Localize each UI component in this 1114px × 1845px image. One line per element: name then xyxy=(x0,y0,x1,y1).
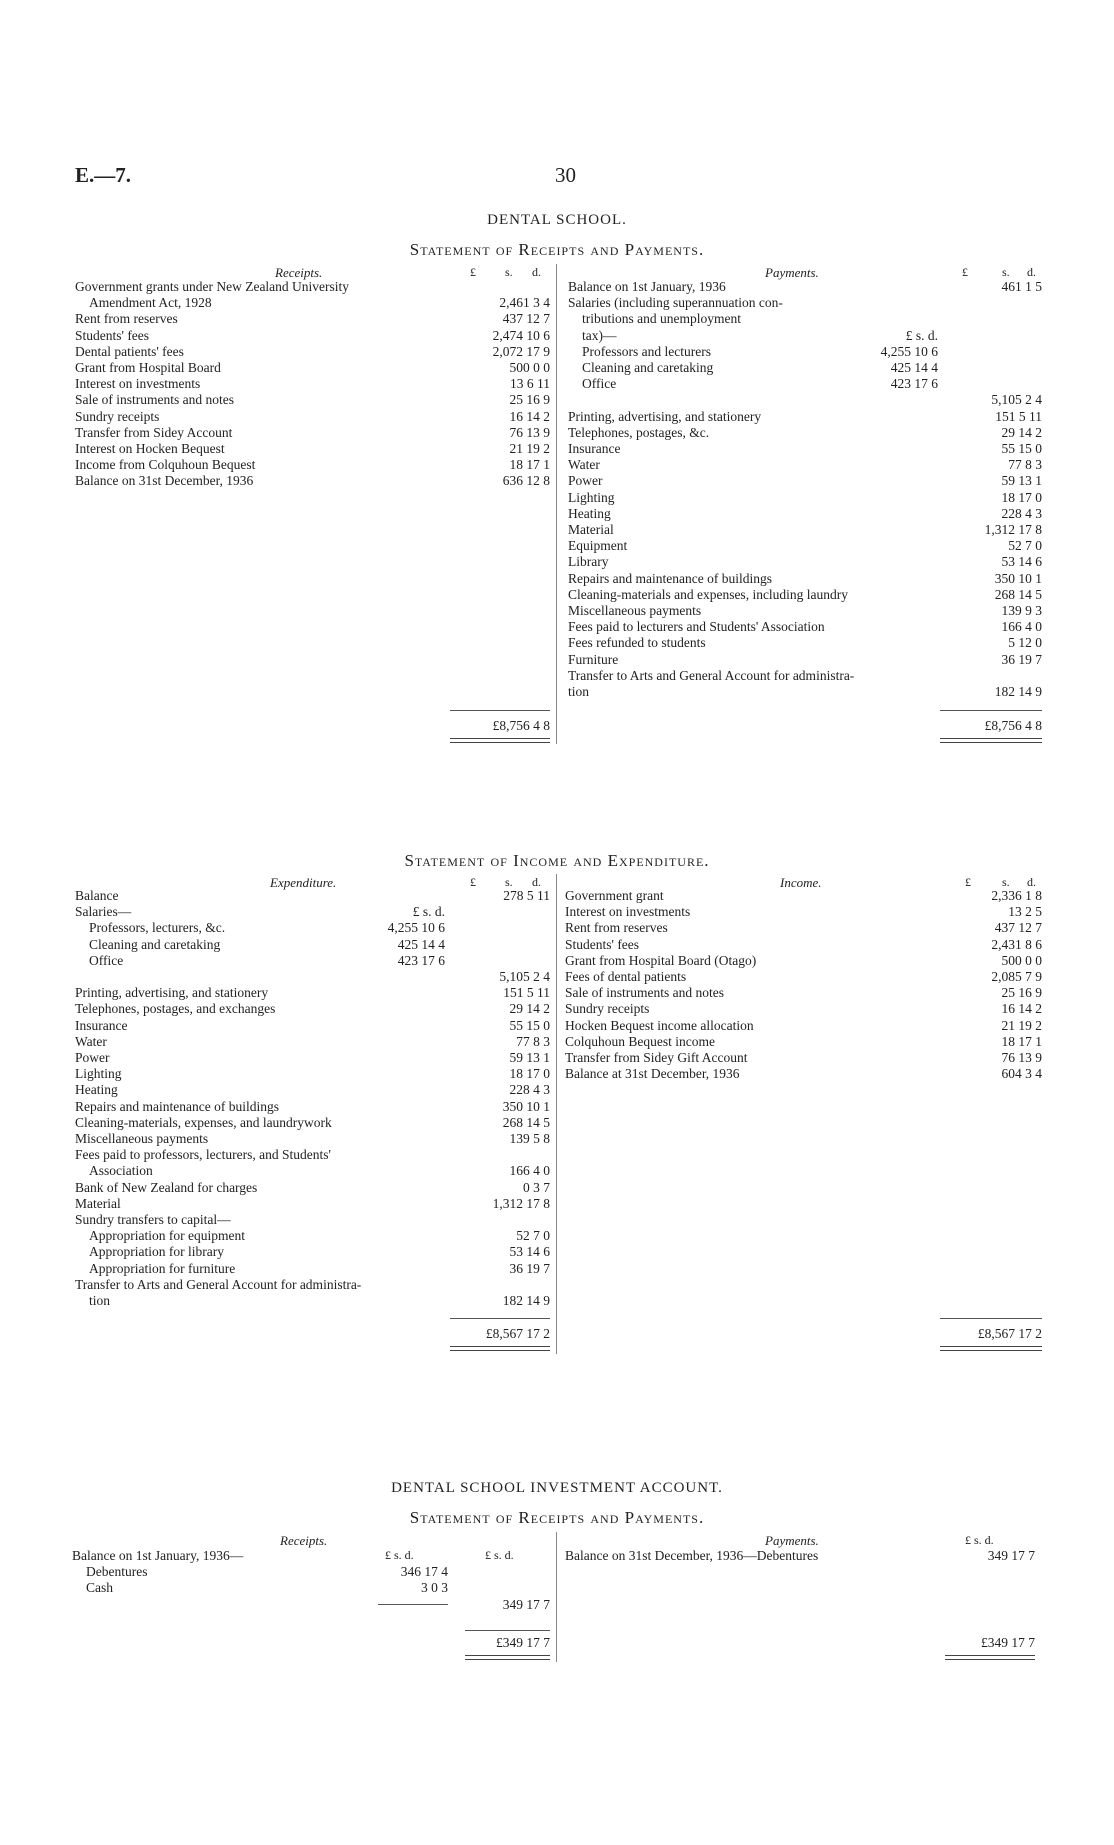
row-label: tion xyxy=(568,684,590,699)
row-amount: 228 4 3 xyxy=(1001,505,1042,521)
row-label: Appropriation for library xyxy=(89,1244,224,1260)
row-label: Students' fees xyxy=(565,936,640,952)
row-label: Rent from reserves xyxy=(75,311,178,327)
row-label: Balance on 31st December, 1936 xyxy=(75,473,254,489)
total-rule xyxy=(465,1630,550,1631)
row-label: Fees of dental patients xyxy=(565,969,687,984)
total-rule xyxy=(940,1318,1042,1319)
row-amount: 0 3 7 xyxy=(523,1179,550,1195)
row-amount: 5 12 0 xyxy=(1008,635,1042,651)
row-amount: 268 14 5 xyxy=(502,1114,550,1130)
column-divider xyxy=(556,264,557,744)
section1-subtitle: Statement of Receipts and Payments. xyxy=(409,240,705,259)
row-amount: 166 4 0 xyxy=(1001,619,1042,635)
row-amount: 636 12 8 xyxy=(502,473,550,489)
row-label: tributions and unemployment xyxy=(582,311,741,327)
receipts-heading: Receipts. xyxy=(280,1533,328,1548)
unit-pence: d. xyxy=(1027,875,1036,889)
row-subamount: 423 17 6 xyxy=(890,376,938,392)
row-amount: 228 4 3 xyxy=(509,1082,550,1098)
row-amount: 278 5 11 xyxy=(503,888,550,903)
row-amount: 350 10 1 xyxy=(502,1098,550,1114)
double-rule xyxy=(940,1346,1042,1351)
units: £ s. d. xyxy=(965,1533,994,1547)
row-subamount: 346 17 4 xyxy=(400,1564,448,1580)
row-subamount: £ s. d. xyxy=(412,904,445,920)
row-label: Cleaning-materials and expenses, including laundry xyxy=(568,586,849,602)
receipts-total: £8,756 4 8 xyxy=(492,718,550,733)
row-label: Transfer from Sidey Gift Account xyxy=(565,1050,748,1065)
row-amount: 139 5 8 xyxy=(509,1131,550,1146)
row-label: Miscellaneous payments xyxy=(568,603,702,618)
row-label: Salaries (including superannuation con- xyxy=(568,295,783,311)
row-amount: 21 19 2 xyxy=(1001,1017,1042,1033)
row-amount: 16 14 2 xyxy=(509,408,550,424)
column-divider xyxy=(556,874,557,1354)
row-label: Printing, advertising, and stationery xyxy=(75,985,269,1001)
row-label: Office xyxy=(89,952,124,968)
row-amount: 76 13 9 xyxy=(1001,1050,1042,1065)
row-label: Association xyxy=(89,1163,153,1179)
receipts-heading: Receipts. xyxy=(275,265,323,280)
row-amount: 437 12 7 xyxy=(502,311,550,327)
double-rule xyxy=(450,738,550,743)
row-amount: 5,105 2 4 xyxy=(991,392,1042,408)
row-label: Balance on 1st January, 1936— xyxy=(72,1548,244,1563)
row-amount: 437 12 7 xyxy=(994,920,1042,936)
row-label: Balance on 1st January, 1936 xyxy=(568,279,726,294)
unit-shillings: s. xyxy=(505,265,513,279)
row-label: Sundry receipts xyxy=(565,1001,650,1017)
row-amount: 59 13 1 xyxy=(509,1050,550,1065)
row-label: Appropriation for equipment xyxy=(89,1228,245,1244)
row-label: Transfer to Arts and General Account for administra- xyxy=(568,667,855,683)
row-amount: 55 15 0 xyxy=(509,1017,550,1033)
double-rule xyxy=(450,1346,550,1351)
unit-pounds: £ xyxy=(470,265,476,279)
row-amount: 139 9 3 xyxy=(1001,603,1042,618)
row-label: Cash xyxy=(86,1580,113,1596)
row-amount: 13 6 11 xyxy=(510,376,550,392)
row-amount: 52 7 0 xyxy=(1008,538,1042,554)
row-label: Water xyxy=(75,1033,107,1049)
row-label: Fees paid to professors, lecturers, and Students' xyxy=(75,1147,331,1163)
row-label: Interest on investments xyxy=(565,904,691,920)
row-amount: 5,105 2 4 xyxy=(499,969,550,984)
row-subamount: £ s. d. xyxy=(905,327,938,343)
row-label: Balance at 31st December, 1936 xyxy=(565,1066,740,1082)
row-label: Cleaning and caretaking xyxy=(582,360,714,375)
row-label: Repairs and maintenance of buildings xyxy=(75,1098,279,1114)
income-total: £8,567 17 2 xyxy=(977,1326,1042,1341)
row-amount: 604 3 4 xyxy=(1001,1066,1042,1082)
row-label: Lighting xyxy=(75,1066,122,1082)
row-label: Insurance xyxy=(75,1017,128,1033)
row-label: Sale of instruments and notes xyxy=(75,392,234,408)
row-label: Heating xyxy=(568,505,611,521)
row-label: Balance xyxy=(75,888,119,903)
row-label: Transfer to Arts and General Account for administra- xyxy=(75,1276,362,1292)
row-amount: 55 15 0 xyxy=(1001,441,1042,456)
row-label: Lighting xyxy=(568,489,615,505)
double-rule xyxy=(940,738,1042,743)
row-amount: 13 2 5 xyxy=(1008,904,1042,920)
row-label: Insurance xyxy=(568,441,621,456)
row-amount: 500 0 0 xyxy=(1001,952,1042,968)
row-label: Government grants under New Zealand University xyxy=(75,279,350,294)
row-label: Dental patients' fees xyxy=(75,343,184,359)
payments-total: £8,756 4 8 xyxy=(984,718,1042,733)
payments-heading: Payments. xyxy=(765,265,819,280)
row-amount: 52 7 0 xyxy=(516,1228,550,1244)
row-label: Miscellaneous payments xyxy=(75,1131,209,1146)
row-label: Power xyxy=(75,1050,110,1065)
payments-heading: Payments. xyxy=(765,1533,819,1548)
row-amount: 21 19 2 xyxy=(509,441,550,456)
row-label: Telephones, postages, and exchanges xyxy=(75,1001,276,1017)
row-amount: 151 5 11 xyxy=(995,408,1042,424)
row-amount: 1,312 17 8 xyxy=(492,1195,550,1211)
row-amount: 18 17 0 xyxy=(1001,489,1042,505)
row-amount: 349 17 7 xyxy=(987,1548,1035,1563)
row-subamount: 425 14 4 xyxy=(397,936,445,952)
page-reference: E.—7. xyxy=(75,163,132,187)
sub-units: £ s. d. xyxy=(385,1548,414,1562)
row-label: Appropriation for furniture xyxy=(89,1260,236,1276)
row-amount: 268 14 5 xyxy=(994,586,1042,602)
row-amount: 36 19 7 xyxy=(509,1260,550,1276)
row-label: Interest on investments xyxy=(75,376,201,392)
row-label: Equipment xyxy=(568,538,628,554)
row-subamount: 423 17 6 xyxy=(397,952,445,968)
sub-rule xyxy=(378,1604,448,1605)
row-subamount: 425 14 4 xyxy=(890,360,938,375)
row-label: Grant from Hospital Board (Otago) xyxy=(565,952,757,968)
row-amount: 2,336 1 8 xyxy=(991,888,1042,903)
row-amount: 76 13 9 xyxy=(509,424,550,440)
row-label: Water xyxy=(568,457,600,473)
row-label: Sundry receipts xyxy=(75,408,160,424)
unit-shillings: s. xyxy=(1002,265,1010,279)
row-label: Printing, advertising, and stationery xyxy=(568,408,762,424)
section1-title: DENTAL SCHOOL. xyxy=(487,212,627,228)
row-amount: 2,474 10 6 xyxy=(492,327,550,343)
row-label: Furniture xyxy=(568,651,619,667)
row-amount: 18 17 0 xyxy=(509,1066,550,1082)
row-amount: 59 13 1 xyxy=(1001,473,1042,489)
row-amount: 350 10 1 xyxy=(994,570,1042,586)
unit-pounds: £ xyxy=(965,875,971,889)
row-amount: 500 0 0 xyxy=(509,360,550,375)
row-amount: 36 19 7 xyxy=(1001,651,1042,667)
row-label: Interest on Hocken Bequest xyxy=(75,441,225,456)
row-amount: 2,461 3 4 xyxy=(499,295,550,311)
row-amount: 151 5 11 xyxy=(503,985,550,1001)
row-label: Cleaning-materials, expenses, and laundrywork xyxy=(75,1114,332,1130)
row-label: Grant from Hospital Board xyxy=(75,360,221,375)
row-label: Fees paid to lecturers and Students' Association xyxy=(568,619,825,635)
investment-receipts-total: £349 17 7 xyxy=(496,1635,550,1650)
row-label: Professors and lecturers xyxy=(582,343,711,359)
row-subamount: 4,255 10 6 xyxy=(387,920,445,936)
row-amount: 53 14 6 xyxy=(1001,554,1042,570)
row-subamount: 4,255 10 6 xyxy=(880,343,938,359)
unit-pence: d. xyxy=(532,265,541,279)
column-divider xyxy=(556,1532,557,1662)
row-amount: 2,431 8 6 xyxy=(991,936,1042,952)
unit-shillings: s. xyxy=(505,875,513,889)
row-amount: 29 14 2 xyxy=(509,1001,550,1017)
row-subamount: 3 0 3 xyxy=(421,1580,448,1596)
row-amount: 77 8 3 xyxy=(516,1033,550,1049)
unit-pounds: £ xyxy=(962,265,968,279)
row-label: Colquhoun Bequest income xyxy=(565,1033,715,1049)
row-amount: 2,085 7 9 xyxy=(991,969,1042,984)
unit-shillings: s. xyxy=(1002,875,1010,889)
row-label: Material xyxy=(568,522,614,537)
row-amount: 29 14 2 xyxy=(1001,424,1042,440)
row-label: Telephones, postages, &c. xyxy=(568,424,710,440)
row-label: Students' fees xyxy=(75,327,150,343)
units: £ s. d. xyxy=(485,1548,514,1562)
total-rule xyxy=(940,710,1042,711)
row-label: Rent from reserves xyxy=(565,920,668,936)
row-label: Cleaning and caretaking xyxy=(89,936,221,952)
section3-subtitle: Statement of Receipts and Payments. xyxy=(409,1508,705,1527)
row-amount: 53 14 6 xyxy=(509,1244,550,1260)
row-label: Bank of New Zealand for charges xyxy=(75,1179,258,1195)
row-label: Sundry transfers to capital— xyxy=(75,1212,231,1227)
total-rule xyxy=(450,710,550,711)
unit-pence: d. xyxy=(1027,265,1036,279)
row-amount: 25 16 9 xyxy=(1001,985,1042,1001)
row-label: Hocken Bequest income allocation xyxy=(565,1017,754,1033)
row-amount: 77 8 3 xyxy=(1008,457,1042,473)
unit-pence: d. xyxy=(532,875,541,889)
row-label: Library xyxy=(568,554,609,570)
unit-pounds: £ xyxy=(470,875,476,889)
row-label: Heating xyxy=(75,1082,118,1098)
row-amount: 25 16 9 xyxy=(509,392,550,408)
row-label: Material xyxy=(75,1195,121,1211)
income-heading: Income. xyxy=(780,875,822,890)
section2-subtitle: Statement of Income and Expenditure. xyxy=(404,851,710,870)
row-amount: 1,312 17 8 xyxy=(984,522,1042,537)
row-label: Amendment Act, 1928 xyxy=(89,295,212,311)
row-label: Professors, lecturers, &c. xyxy=(89,920,226,936)
row-label: Debentures xyxy=(86,1564,148,1580)
row-amount: 349 17 7 xyxy=(502,1596,550,1612)
row-amount: 16 14 2 xyxy=(1001,1001,1042,1017)
total-rule xyxy=(450,1318,550,1319)
double-rule xyxy=(465,1655,550,1660)
row-amount: 18 17 1 xyxy=(509,457,550,473)
row-label: Transfer from Sidey Account xyxy=(75,424,233,440)
row-label: Fees refunded to students xyxy=(568,635,706,651)
row-amount: 2,072 17 9 xyxy=(492,343,550,359)
row-amount: 182 14 9 xyxy=(994,684,1042,699)
row-label: Sale of instruments and notes xyxy=(565,985,724,1001)
row-label: Power xyxy=(568,473,603,489)
row-label: Office xyxy=(582,376,617,392)
row-label: tion xyxy=(89,1293,111,1308)
row-amount: 18 17 1 xyxy=(1001,1033,1042,1049)
expenditure-total: £8,567 17 2 xyxy=(485,1326,550,1341)
row-amount: 166 4 0 xyxy=(509,1163,550,1179)
row-amount: 182 14 9 xyxy=(502,1293,550,1308)
row-label: Income from Colquhoun Bequest xyxy=(75,457,256,473)
row-label: Salaries— xyxy=(75,904,132,920)
section3-title: DENTAL SCHOOL INVESTMENT ACCOUNT. xyxy=(391,1480,723,1496)
row-label: Balance on 31st December, 1936—Debentures xyxy=(565,1548,819,1563)
investment-payments-total: £349 17 7 xyxy=(981,1635,1035,1650)
double-rule xyxy=(945,1655,1035,1660)
page-number: 30 xyxy=(555,163,576,187)
row-amount: 461 1 5 xyxy=(1001,279,1042,294)
row-label: Repairs and maintenance of buildings xyxy=(568,570,772,586)
row-label: Government grant xyxy=(565,888,664,903)
expenditure-heading: Expenditure. xyxy=(270,875,337,890)
row-label: tax)— xyxy=(582,327,617,343)
